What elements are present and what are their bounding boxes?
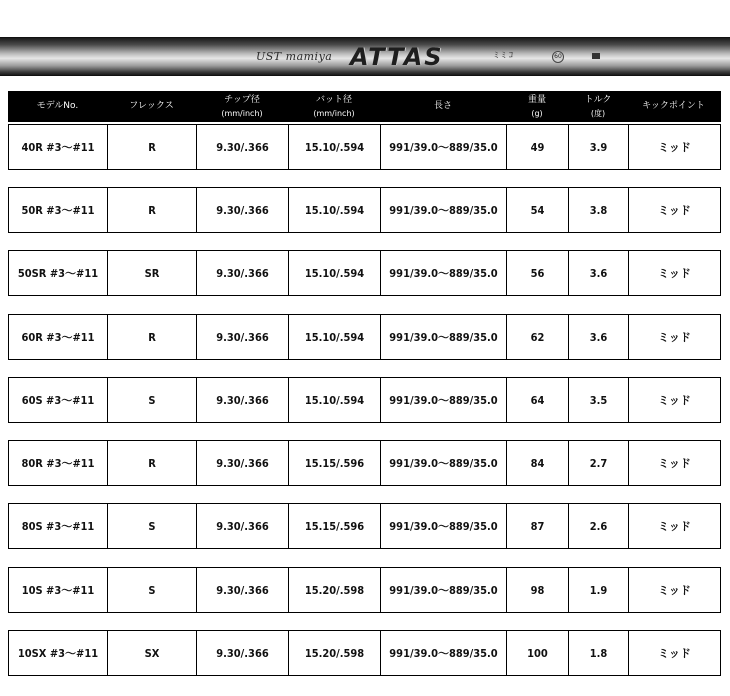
cell-flex: R [108, 315, 197, 359]
cell-butt-diameter: 15.20/.598 [289, 568, 381, 612]
cell-weight: 84 [507, 441, 569, 485]
cell-flex: SR [108, 251, 197, 295]
cell-model: 60R #3～#11 [9, 315, 108, 359]
header-torque: トルク (度) [584, 94, 612, 118]
cell-flex: S [108, 378, 197, 422]
cell-tip-diameter: 9.30/.366 [197, 504, 289, 548]
cell-kick-point: ミッド [658, 647, 691, 660]
cell-weight: 56 [507, 251, 569, 295]
cell-length: 991/39.0～889/35.0 [381, 378, 507, 422]
cell-flex: R [108, 441, 197, 485]
cell-kick-point: ミッド [658, 141, 691, 154]
cell-kick-point: ミッド [658, 267, 691, 280]
cell-weight: 100 [507, 631, 569, 675]
cell-torque: 1.9 [569, 568, 629, 612]
cell-flex: S [108, 568, 197, 612]
cell-butt-diameter: 15.10/.594 [289, 378, 381, 422]
header-flex: フレックス [129, 101, 174, 111]
cell-flex: R [108, 188, 197, 232]
cell-weight: 54 [507, 188, 569, 232]
table-row [8, 314, 721, 360]
header-butt-diameter: バット径 (mm/inch) [313, 94, 355, 118]
shaft-small-mark: ﾐ ﾐ ｺ [494, 51, 514, 61]
cell-butt-diameter: 15.10/.594 [289, 315, 381, 359]
cell-model: 50SR #3～#11 [9, 251, 108, 295]
cell-tip-diameter: 9.30/.366 [197, 188, 289, 232]
cell-length: 991/39.0～889/35.0 [381, 315, 507, 359]
cell-torque: 3.6 [569, 315, 629, 359]
cell-torque: 3.9 [569, 125, 629, 169]
cell-tip-diameter: 9.30/.366 [197, 125, 289, 169]
cell-model: 80R #3～#11 [9, 441, 108, 485]
cell-weight: 64 [507, 378, 569, 422]
shaft-brand-logo: ATTAS [350, 43, 444, 71]
cell-kick-point: ミッド [658, 520, 691, 533]
header-length: 長さ [433, 101, 452, 111]
header-model: モデルNo. [36, 101, 79, 111]
cell-weight: 62 [507, 315, 569, 359]
cell-kick-point: ミッド [658, 204, 691, 217]
cell-model: 10S #3～#11 [9, 568, 108, 612]
cell-model: 60S #3～#11 [9, 378, 108, 422]
cell-tip-diameter: 9.30/.366 [197, 251, 289, 295]
cell-tip-diameter: 9.30/.366 [197, 631, 289, 675]
cell-butt-diameter: 15.10/.594 [289, 251, 381, 295]
cell-flex: S [108, 504, 197, 548]
cell-flex: SX [108, 631, 197, 675]
shaft-maker-logo: UST mamiya [256, 50, 333, 63]
cell-butt-diameter: 15.15/.596 [289, 504, 381, 548]
cell-torque: 3.8 [569, 188, 629, 232]
header-kick-point: キックポイント [642, 101, 705, 111]
table-row [8, 250, 721, 296]
cell-weight: 49 [507, 125, 569, 169]
cell-length: 991/39.0～889/35.0 [381, 188, 507, 232]
cell-tip-diameter: 9.30/.366 [197, 441, 289, 485]
cell-length: 991/39.0～889/35.0 [381, 251, 507, 295]
header-weight: 重量 (g) [527, 94, 546, 118]
cell-tip-diameter: 9.30/.366 [197, 568, 289, 612]
table-row [8, 567, 721, 613]
cell-torque: 1.8 [569, 631, 629, 675]
cell-butt-diameter: 15.10/.594 [289, 125, 381, 169]
table-row [8, 187, 721, 233]
cell-kick-point: ミッド [658, 331, 691, 344]
spec-table-header [8, 91, 721, 122]
cell-kick-point: ミッド [658, 457, 691, 470]
cell-torque: 3.6 [569, 251, 629, 295]
cell-torque: 2.7 [569, 441, 629, 485]
table-row [8, 630, 721, 676]
cell-length: 991/39.0～889/35.0 [381, 441, 507, 485]
cell-kick-point: ミッド [658, 584, 691, 597]
golf-shaft-image [0, 37, 730, 76]
cell-weight: 98 [507, 568, 569, 612]
shaft-tick-mark [592, 53, 600, 59]
cell-length: 991/39.0～889/35.0 [381, 125, 507, 169]
shaft-weight-badge: 60 [552, 51, 564, 63]
table-row [8, 440, 721, 486]
header-tip-diameter: チップ径 (mm/inch) [221, 94, 263, 118]
cell-tip-diameter: 9.30/.366 [197, 378, 289, 422]
cell-length: 991/39.0～889/35.0 [381, 504, 507, 548]
cell-weight: 87 [507, 504, 569, 548]
cell-torque: 2.6 [569, 504, 629, 548]
cell-model: 80S #3～#11 [9, 504, 108, 548]
table-row [8, 503, 721, 549]
cell-torque: 3.5 [569, 378, 629, 422]
table-row [8, 124, 721, 170]
cell-butt-diameter: 15.10/.594 [289, 188, 381, 232]
cell-kick-point: ミッド [658, 394, 691, 407]
cell-model: 40R #3～#11 [9, 125, 108, 169]
table-row [8, 377, 721, 423]
cell-model: 50R #3～#11 [9, 188, 108, 232]
cell-flex: R [108, 125, 197, 169]
cell-length: 991/39.0～889/35.0 [381, 568, 507, 612]
cell-tip-diameter: 9.30/.366 [197, 315, 289, 359]
cell-model: 10SX #3～#11 [9, 631, 108, 675]
cell-butt-diameter: 15.20/.598 [289, 631, 381, 675]
cell-butt-diameter: 15.15/.596 [289, 441, 381, 485]
cell-length: 991/39.0～889/35.0 [381, 631, 507, 675]
